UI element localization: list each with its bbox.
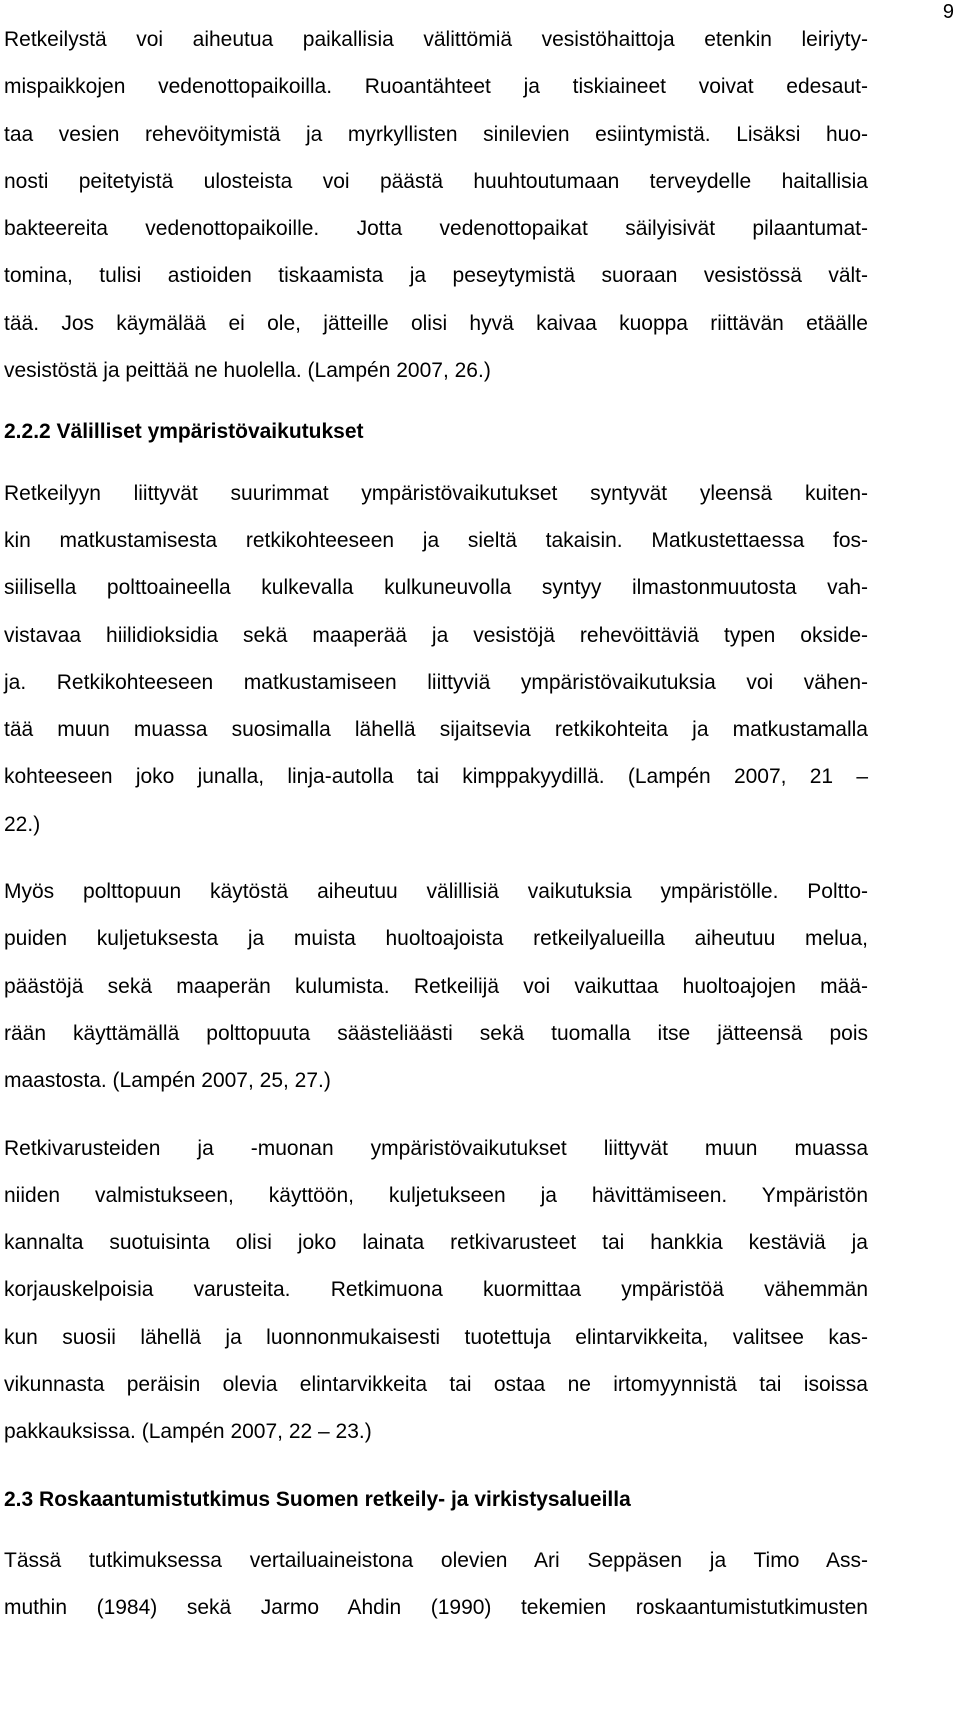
text-line: pakkauksissa. (Lampén 2007, 22 – 23.) bbox=[4, 1420, 372, 1444]
text-line: tää. Jos käymälää ei ole, jätteille olisi hyvä kaivaa kuoppa riittävän etäälle bbox=[4, 311, 868, 335]
text-line: Tässä tutkimuksessa vertailuaineistona olevien Ari Seppäsen ja Timo Ass- bbox=[4, 1548, 868, 1572]
text-line: kun suosii lähellä ja luonnonmukaisesti tuotettuja elintarvikkeita, valitsee kas- bbox=[4, 1325, 868, 1349]
text-line: korjauskelpoisia varusteita. Retkimuona kuormittaa ympäristöä vähemmän bbox=[4, 1278, 868, 1302]
text-line: niiden valmistukseen, käyttöön, kuljetukseen ja hävittämiseen. Ympäristön bbox=[4, 1183, 868, 1207]
text-line: tomina, tulisi astioiden tiskaamista ja peseytymistä suoraan vesistössä vält- bbox=[4, 264, 868, 288]
text-line: tää muun muassa suosimalla lähellä sijaitsevia retkikohteita ja matkustamalla bbox=[4, 718, 868, 742]
text-line: ja. Retkikohteeseen matkustamiseen liittyviä ympäristövaikutuksia voi vähen- bbox=[4, 670, 868, 694]
text-line: nosti peitetyistä ulosteista voi päästä huuhtoutumaan terveydelle haitallisia bbox=[4, 169, 868, 193]
text-line: Myös polttopuun käytöstä aiheutuu välillisiä vaikutuksia ympäristölle. Poltto- bbox=[4, 880, 868, 904]
text-line: vistavaa hiilidioksidia sekä maaperää ja vesistöjä rehevöittäviä typen okside- bbox=[4, 623, 868, 647]
text-line: vikunnasta peräisin olevia elintarvikkeita tai ostaa ne irtomyynnistä tai isoissa bbox=[4, 1373, 868, 1397]
text-line: puiden kuljetuksesta ja muista huoltoajoista retkeilyalueilla aiheutuu melua, bbox=[4, 927, 868, 951]
text-line: rään käyttämällä polttopuuta säästeliäästi sekä tuomalla itse jätteensä pois bbox=[4, 1021, 868, 1045]
paragraph-equipment-impacts bbox=[4, 1125, 868, 1456]
text-line: kannalta suotuisinta olisi joko lainata retkivarusteet tai hankkia kestäviä ja bbox=[4, 1231, 868, 1255]
text-line: Retkivarusteiden ja -muonan ympäristövaikutukset liittyvät muun muassa bbox=[4, 1136, 868, 1160]
text-line: vesistöstä ja peittää ne huolella. (Lampén 2007, 26.) bbox=[4, 359, 491, 383]
text-line: taa vesien rehevöitymistä ja myrkyllisten sinilevien esiintymistä. Lisäksi huo- bbox=[4, 122, 868, 146]
text-line: mispaikkojen vedenottopaikoilla. Ruoantähteet ja tiskiaineet voivat edesaut- bbox=[4, 75, 868, 99]
section-heading: 2.3 Roskaantumistutkimus Suomen retkeily- ja virkistysalueilla bbox=[4, 1487, 631, 1511]
text-line: maastosta. (Lampén 2007, 25, 27.) bbox=[4, 1069, 331, 1093]
text-line: kin matkustamisesta retkikohteeseen ja sieltä takaisin. Matkustettaessa fos- bbox=[4, 528, 868, 552]
text-line: muthin (1984) sekä Jarmo Ahdin (1990) tekemien roskaantumistutkimusten bbox=[4, 1596, 868, 1620]
text-line: Retkeilystä voi aiheutua paikallisia välittömiä vesistöhaittoja etenkin leiriyty- bbox=[4, 28, 868, 51]
paragraph-firewood-impacts bbox=[4, 868, 868, 1104]
text-line: päästöjä sekä maaperän kulumista. Retkeilijä voi vaikuttaa huoltoajojen mää- bbox=[4, 974, 868, 998]
text-line: 22.) bbox=[4, 812, 41, 836]
text-line: bakteereita vedenottopaikoille. Jotta vedenottopaikat säilyisivät pilaantumat- bbox=[4, 217, 868, 241]
text-line: siilisella polttoaineella kulkevalla kulkuneuvolla syntyy ilmastonmuutosta vah- bbox=[4, 576, 868, 600]
text-line: Retkeilyyn liittyvät suurimmat ympäristövaikutukset syntyvät yleensä kuiten- bbox=[4, 481, 868, 505]
document-body bbox=[4, 16, 868, 1632]
paragraph-local-water-impacts bbox=[4, 16, 868, 394]
subsection-heading: 2.2.2 Välilliset ympäristövaikutukset bbox=[4, 420, 364, 444]
paragraph-study-comparison bbox=[4, 1537, 868, 1632]
page-number: 9 bbox=[942, 1, 954, 23]
text-line: kohteeseen joko junalla, linja-autolla tai kimppakyydillä. (Lampén 2007, 21 – bbox=[4, 765, 868, 789]
paragraph-travel-impacts bbox=[4, 470, 868, 848]
